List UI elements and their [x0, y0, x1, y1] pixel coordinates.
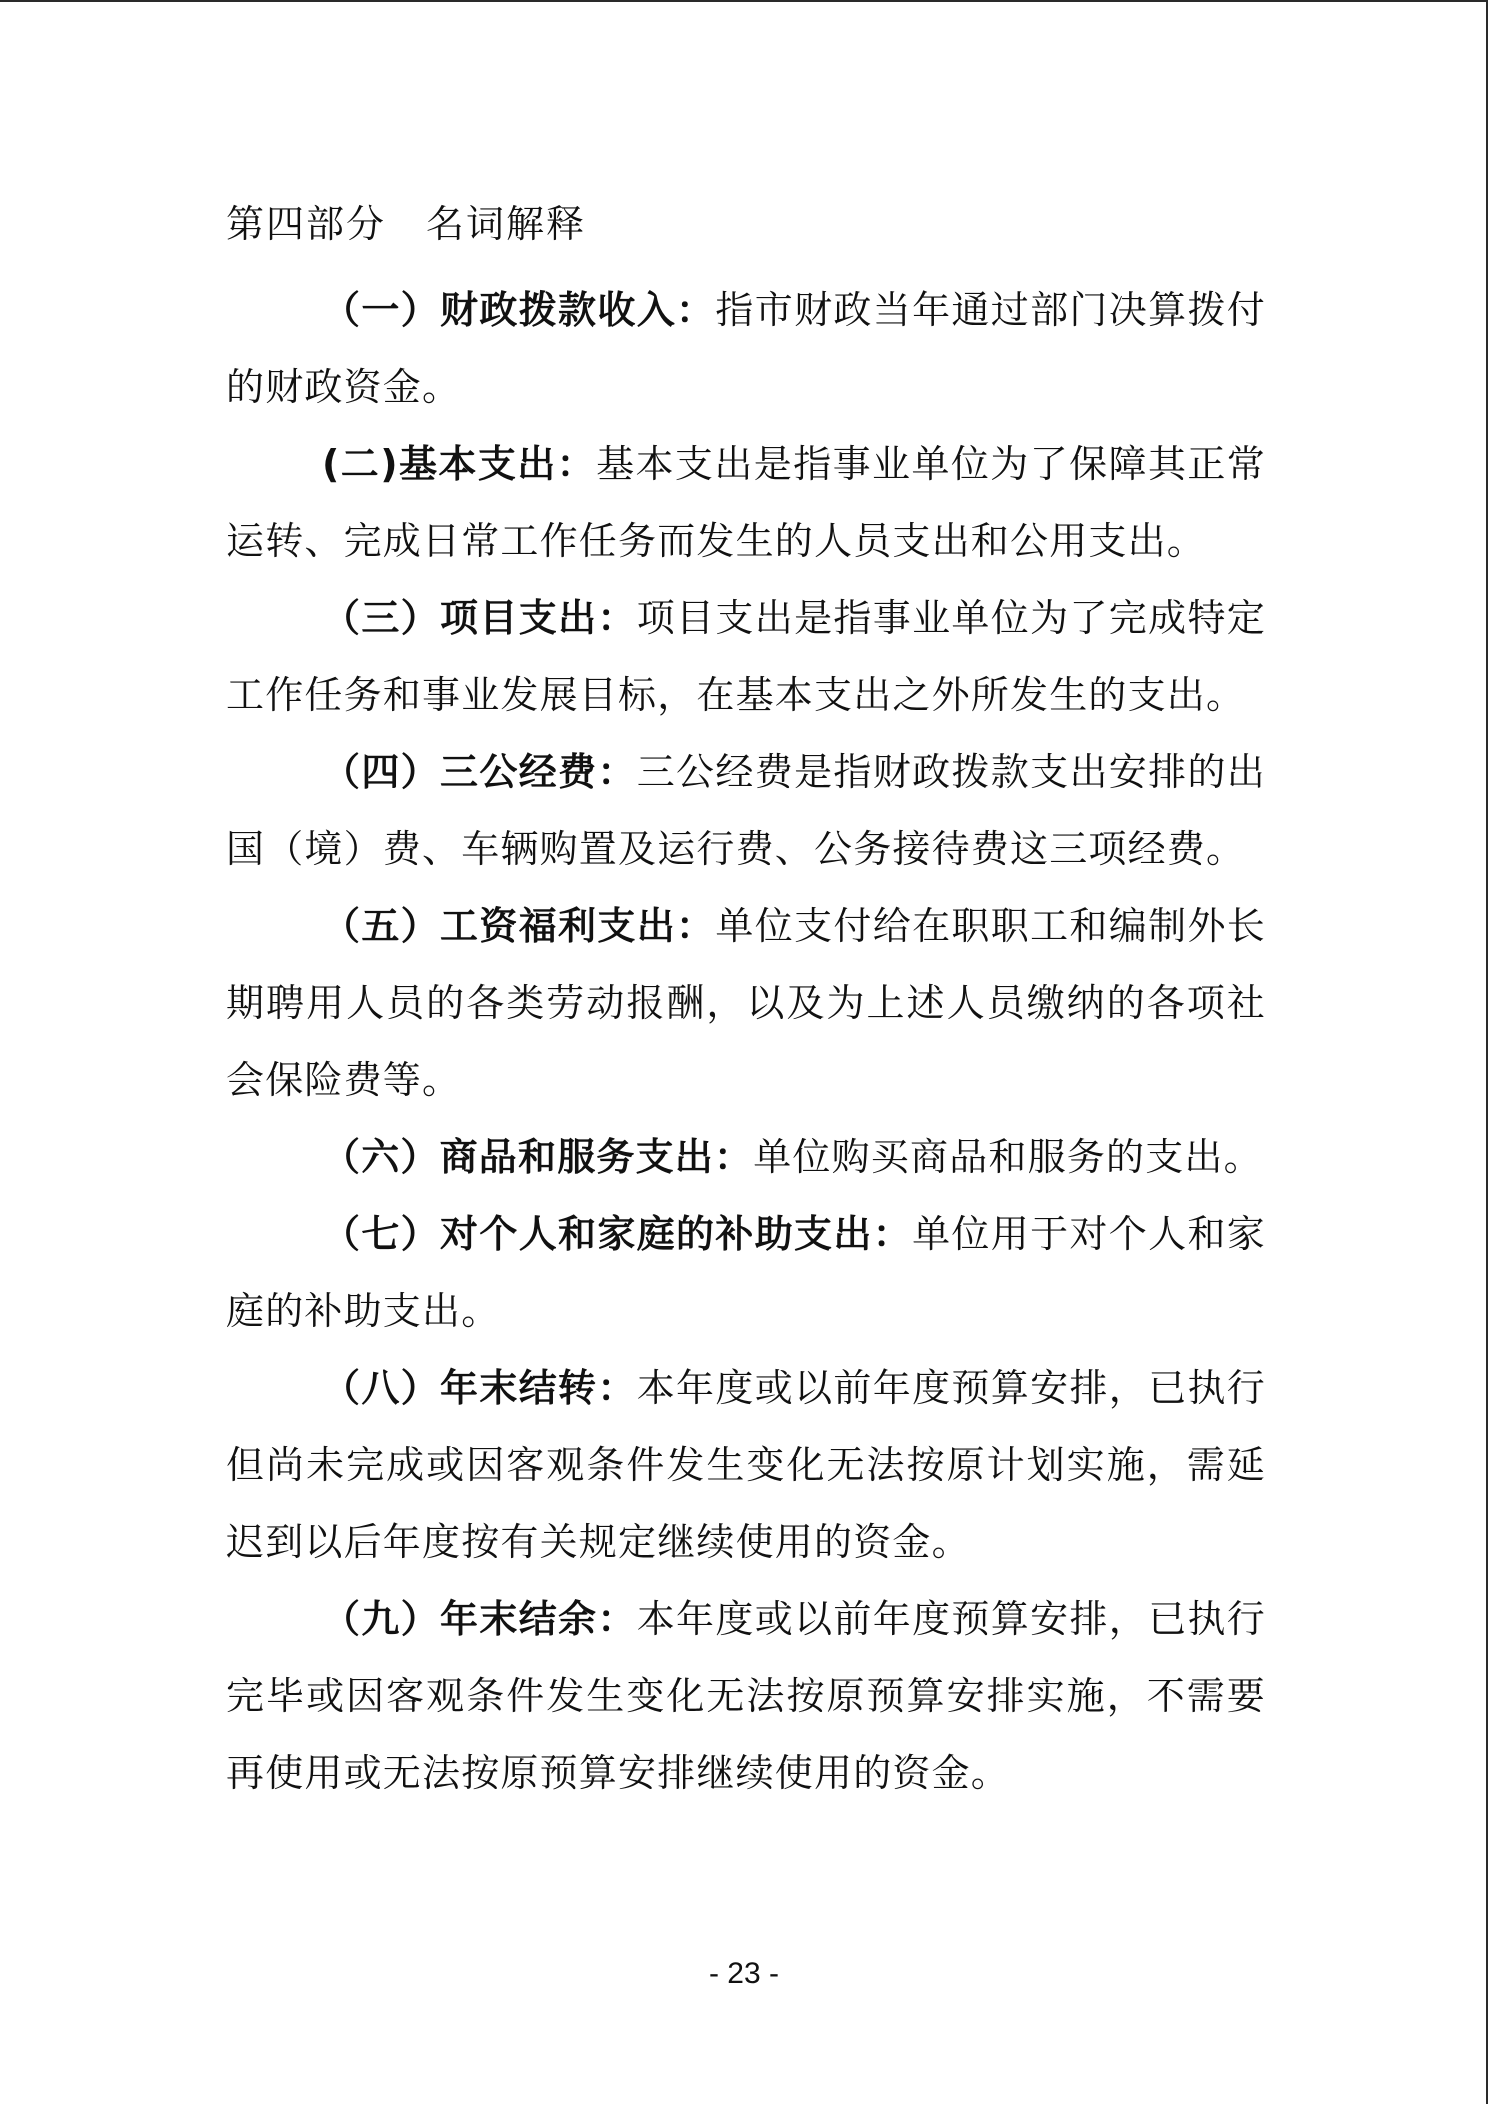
definition-entry [226, 580, 1266, 734]
section-title-label: 名词解释 [426, 202, 587, 246]
page-content [226, 194, 1266, 1812]
definition-term: （四）三公经费： [322, 750, 637, 794]
definition-entry [226, 888, 1266, 1119]
definition-text: 指市财政当年通过部门决算拨付的财政资金。 [226, 288, 1266, 409]
definition-term: （七）对个人和家庭的补助支出： [322, 1212, 913, 1256]
definition-text: 本年度或以前年度预算安排，已执行完毕或因客观条件发生变化无法按原预算安排实施，不需要再使用或无法按原预算安排继续使用的资金。 [226, 1597, 1266, 1795]
top-border-line [0, 0, 1488, 2]
definition-text: 单位购买商品和服务的支出。 [753, 1135, 1263, 1179]
section-heading [226, 194, 1266, 254]
definition-term: （五）工资福利支出： [322, 904, 716, 948]
definition-text: 项目支出是指事业单位为了完成特定工作任务和事业发展目标，在基本支出之外所发生的支出。 [226, 596, 1266, 717]
definition-entry [226, 1350, 1266, 1581]
definition-entry [226, 272, 1266, 426]
definition-entry [226, 734, 1266, 888]
definition-text: 基本支出是指事业单位为了保障其正常运转、完成日常工作任务而发生的人员支出和公用支出。 [226, 442, 1266, 563]
definition-text: 单位用于对个人和家庭的补助支出。 [226, 1212, 1266, 1333]
definition-entry [226, 426, 1266, 580]
definition-entry [226, 1119, 1266, 1196]
page-number: - 23 - [708, 1957, 780, 1990]
definition-text: 单位支付给在职职工和编制外长期聘用人员的各类劳动报酬，以及为上述人员缴纳的各项社会保险费等。 [226, 904, 1266, 1102]
section-part-label: 第四部分 [226, 202, 387, 246]
definition-term: （九）年末结余： [322, 1597, 637, 1641]
definition-text: 三公经费是指财政拨款支出安排的出国（境）费、车辆购置及运行费、公务接待费这三项经费。 [226, 750, 1266, 871]
definition-term: （八）年末结转： [322, 1366, 637, 1410]
definition-text: 本年度或以前年度预算安排，已执行但尚未完成或因客观条件发生变化无法按原计划实施，需延迟到以后年度按有关规定继续使用的资金。 [226, 1366, 1266, 1564]
definition-entry [226, 1581, 1266, 1812]
definition-term: （一）财政拨款收入： [322, 288, 716, 332]
definition-entry [226, 1196, 1266, 1350]
definition-term: (二)基本支出： [322, 442, 597, 486]
definition-term: （三）项目支出： [322, 596, 637, 640]
definition-term: （六）商品和服务支出： [322, 1135, 754, 1179]
